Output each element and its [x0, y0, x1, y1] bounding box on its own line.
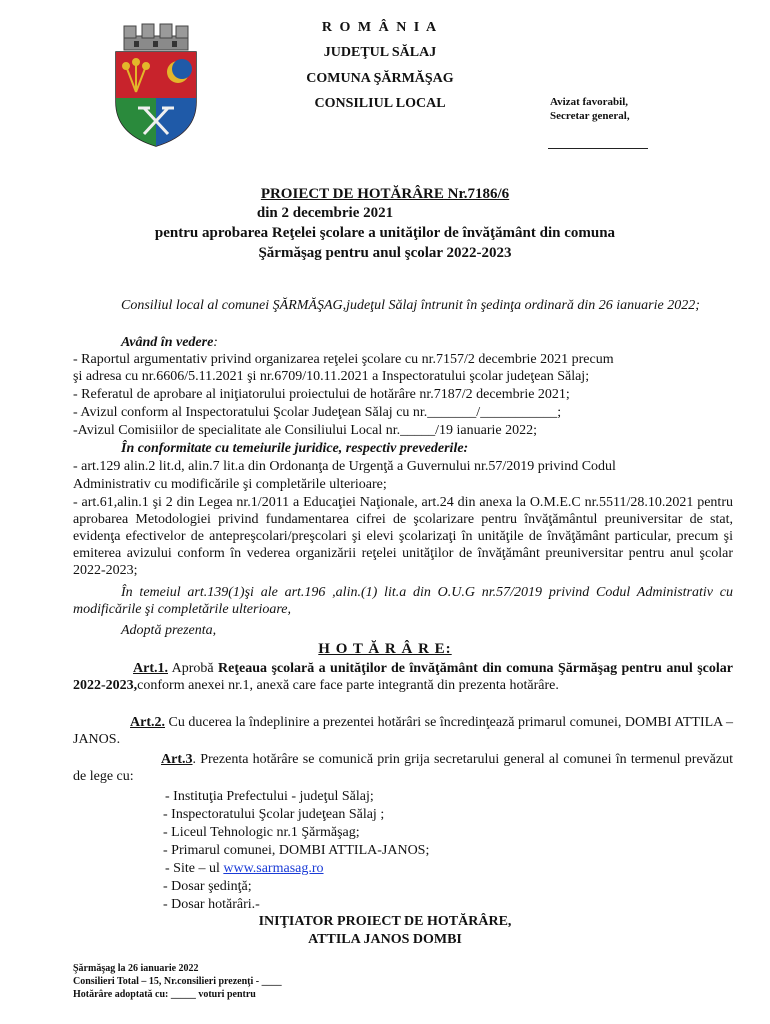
- article-2-label: Art.2.: [130, 715, 165, 730]
- conformitate-heading: În conformitate cu temeiurile juridice, respectiv prevederile:: [121, 441, 469, 456]
- approval-line-2: Secretar general,: [550, 110, 630, 122]
- avand-heading: Având în vedere:: [121, 335, 218, 350]
- recipient-2: - Inspectoratului Şcolar judeţean Sălaj ;: [163, 807, 385, 822]
- article-1-label: Art.1.: [133, 661, 168, 676]
- legal-basis-2: - art.61,alin.1 şi 2 din Legea nr.1/2011 a Educaţiei Naţionale, art.24 din anexa la O.M.E.C nr.5511/28.10.2021 pentru aprobarea Metodologiei privind fundamentarea cifrei de şcolarizare pentru învăţământul preuniversitar de stat, evidenţa efectivelor de antepreşcolari/preşcolari şi elevi şcolarizaţi în unităţile de învăţământ particular, precum şi emiterea avizului conform în vederea organizării reţelei unităţilor de învăţământ preuniversitar pentru anul şcolar 2022-2023;: [73, 495, 733, 578]
- header-commune: COMUNA ŞĂRMĂŞAG: [306, 71, 454, 86]
- website-link[interactable]: www.sarmasag.ro: [223, 861, 324, 876]
- article-3-label: Art.3: [161, 752, 193, 767]
- article-3: Art.3. Prezenta hotărâre se comunică prin grija secretarului general al comunei în termenul prevăzut de lege cu:: [73, 752, 733, 784]
- adopta-text: Adoptă prezenta,: [121, 623, 217, 638]
- decision-heading: H O T Ă R Â R E:: [318, 641, 452, 657]
- preamble-item-2: - Referatul de aprobare al iniţiatorului proiectului de hotărâre nr.7187/2 decembrie 2021;: [73, 387, 570, 402]
- recipient-dosar-2: - Dosar hotărâri.-: [163, 897, 260, 912]
- mural-crown-icon: [124, 24, 188, 50]
- initiator-name: ATTILA JANOS DOMBI: [308, 932, 462, 947]
- approval-line-1: Avizat favorabil,: [550, 96, 629, 108]
- footer-place-date: Şărmăşag la 26 ianuarie 2022: [73, 963, 199, 974]
- recipient-3: - Liceul Tehnologic nr.1 Şărmăşag;: [163, 825, 360, 840]
- article-2: Art.2. Cu ducerea la îndeplinire a prezentei hotărâri se încredinţează primarul comunei, DOMBI ATTILA – JANOS.: [73, 715, 733, 747]
- initiator-title: INIŢIATOR PROIECT DE HOTĂRÂRE,: [258, 914, 512, 929]
- preamble-item-1: - Raportul argumentativ privind organizarea reţelei şcolare cu nr.7157/2 decembrie 2021 precum: [73, 352, 614, 367]
- coat-of-arms-logo: [110, 22, 202, 150]
- temeiul-text: În temeiul art.139(1)şi ale art.196 ,alin.(1) lit.a din O.U.G nr.57/2019 privind Codul Administrativ cu modificările şi completările ulterioare,: [73, 585, 733, 617]
- approval-block: [550, 95, 630, 123]
- document-date: din 2 decembrie 2021: [256, 205, 394, 221]
- preamble-item-1b: şi adresa cu nr.6606/5.11.2021 şi nr.6709/10.11.2021 a Inspectoratului şcolar judeţean Sălaj;: [73, 369, 590, 384]
- legal-basis-1b: Administrativ cu modificările şi completările ulterioare;: [73, 477, 387, 492]
- recipient-site: - Site – ul www.sarmasag.ro: [165, 861, 324, 876]
- recipient-4: - Primarul comunei, DOMBI ATTILA-JANOS;: [163, 843, 430, 858]
- legal-basis-1: - art.129 alin.2 lit.d, alin.7 lit.a din Ordonanţa de Urgenţă a Guvernului nr.57/2019 privind Codul: [73, 459, 616, 474]
- footer-councillors: Consilieri Total – 15, Nr.consilieri prezenţi - ____: [73, 976, 282, 987]
- signature-line: [548, 148, 648, 149]
- recipient-dosar-1: - Dosar şedinţă;: [163, 879, 252, 894]
- document-title: PROIECT DE HOTĂRÂRE Nr.7186/6: [260, 186, 510, 202]
- document-subject-line-2: Şărmăşag pentru anul şcolar 2022-2023: [258, 245, 512, 261]
- preamble-item-4: -Avizul Comisiilor de specialitate ale Consiliului Local nr._____/19 ianuarie 2022;: [73, 423, 537, 438]
- recipient-1: - Instituţia Prefectului - judeţul Sălaj;: [165, 789, 374, 804]
- document-subject-line-1: pentru aprobarea Reţelei şcolare a unităţilor de învăţământ din comuna: [154, 225, 616, 241]
- article-1: Art.1. Aprobă Reţeaua şcolară a unităţilor de învăţământ din comuna Şărmăşag pentru anul şcolar 2022-2023,conform anexei nr.1, anexă care face parte integrantă din prezenta hotărâre.: [73, 661, 733, 693]
- footer-votes: Hotărâre adoptată cu: _____ voturi pentru: [73, 989, 256, 1000]
- header-council: CONSILIUL LOCAL: [314, 96, 446, 111]
- preamble-item-3: - Avizul conform al Inspectoratului Şcolar Judeţean Sălaj cu nr._______/___________;: [73, 405, 562, 420]
- header-country: R O M Â N I A: [321, 20, 439, 35]
- header-county: JUDEŢUL SĂLAJ: [323, 45, 437, 60]
- preamble-intro: Consiliul local al comunei ŞĂRMĂŞAG,judeţul Sălaj întrunit în şedinţa ordinară din 26 ianuarie 2022;: [121, 298, 700, 313]
